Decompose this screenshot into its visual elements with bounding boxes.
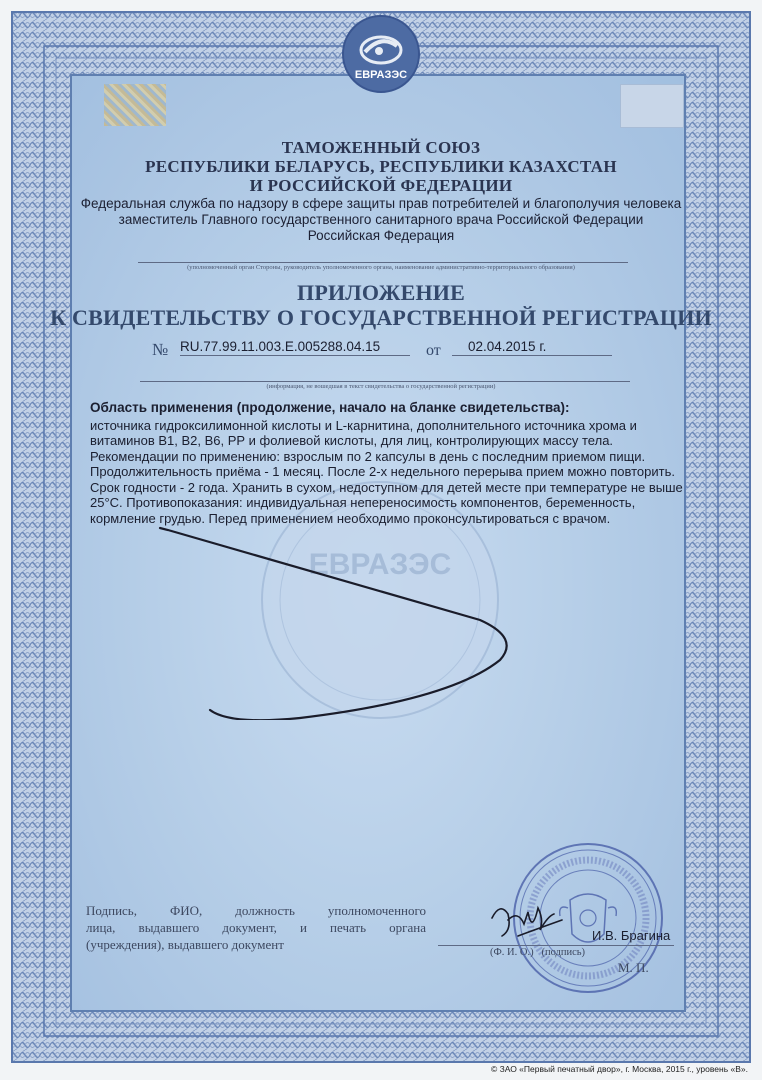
body-line: кормление грудью. Перед применением необходимо проконсультироваться с врачом.	[90, 510, 611, 526]
header-line-1: ТАМОЖЕННЫЙ СОЮЗ	[281, 138, 481, 157]
authority-caption: (уполномоченный орган Стороны, руководитель уполномоченного органа, наименование административно-территориального образования)	[187, 264, 575, 271]
cancellation-stroke	[150, 520, 570, 720]
number-label: №	[152, 340, 169, 359]
signature-rule	[438, 945, 674, 946]
body-line: источника гидроксилимонной кислоты и L-карнитина, дополнительного источника хрома и	[90, 417, 637, 433]
body-line: Продолжительность приёма - 1 месяц. После 2-х недельного перерыва прием можно повторить.	[90, 464, 675, 479]
emblem-text: ЕВРАЗЭС	[354, 69, 408, 81]
authority-rule	[138, 262, 628, 263]
authority-line-2: заместитель Главного государственного санитарного врача Российской Федерации	[118, 212, 644, 227]
hologram-left	[104, 84, 166, 126]
body-line: 25°С. Противопоказания: индивидуальная непереносимость компонентов, беременность,	[90, 495, 636, 510]
hologram-right	[620, 84, 684, 128]
signature-label-line-1: Подпись, ФИО, должность уполномоченного	[86, 903, 426, 918]
handwritten-signature	[488, 890, 568, 950]
signature-label-line-2: лица, выдавшего документ, и печать органа	[86, 920, 426, 935]
registration-number	[180, 339, 410, 356]
info-caption: (информация, не вошедшая в текст свидетельства о государственной регистрации)	[266, 383, 496, 390]
title-line-1: ПРИЛОЖЕНИЕ	[297, 280, 465, 305]
body-line: Рекомендации по применению: взрослым по 2 капсулы в день с последним приемом пищи.	[90, 448, 646, 464]
signer-name: И.В. Брагина	[592, 928, 671, 943]
header-line-2: РЕСПУБЛИКИ БЕЛАРУСЬ, РЕСПУБЛИКИ КАЗАХСТАН	[145, 157, 617, 176]
registration-number-value: RU.77.99.11.003.Е.005288.04.15	[180, 339, 381, 354]
date-label: от	[426, 342, 441, 359]
body-line: Срок годности - 2 года. Хранить в сухом, недоступном для детей месте при температуре не выше	[90, 479, 683, 495]
signature-label-line-3: (учреждения), выдавшего документ	[86, 937, 284, 952]
authority-line-1: Федеральная служба по надзору в сфере защиты прав потребителей и благополучия человека	[80, 196, 682, 211]
body-text	[90, 400, 690, 526]
info-rule	[140, 381, 630, 382]
title-line-2: К СВИДЕТЕЛЬСТВУ О ГОСУДАРСТВЕННОЙ РЕГИСТРАЦИИ	[50, 305, 712, 330]
registration-date	[452, 339, 612, 356]
header-line-3: И РОССИЙСКОЙ ФЕДЕРАЦИИ	[249, 176, 513, 195]
body-heading: Область применения (продолжение, начало на бланке свидетельства):	[90, 400, 570, 415]
printer-footer: © ЗАО «Первый печатный двор», г. Москва, 2015 г., уровень «В».	[490, 1064, 748, 1074]
watermark-text: ЕВРАЗЭС	[308, 548, 452, 581]
stamp-place-label: М. П.	[618, 960, 649, 975]
authority-line-3: Российская Федерация	[307, 228, 455, 243]
name-caption: (Ф. И. О.) (подпись)	[490, 947, 586, 958]
body-line: витаминов В1, В2, В6, РР и фолиевой кислоты, для лиц, контролирующих массу тела.	[90, 433, 614, 448]
registration-date-value: 02.04.2015 г.	[468, 339, 547, 354]
evrazes-emblem	[331, 14, 431, 98]
